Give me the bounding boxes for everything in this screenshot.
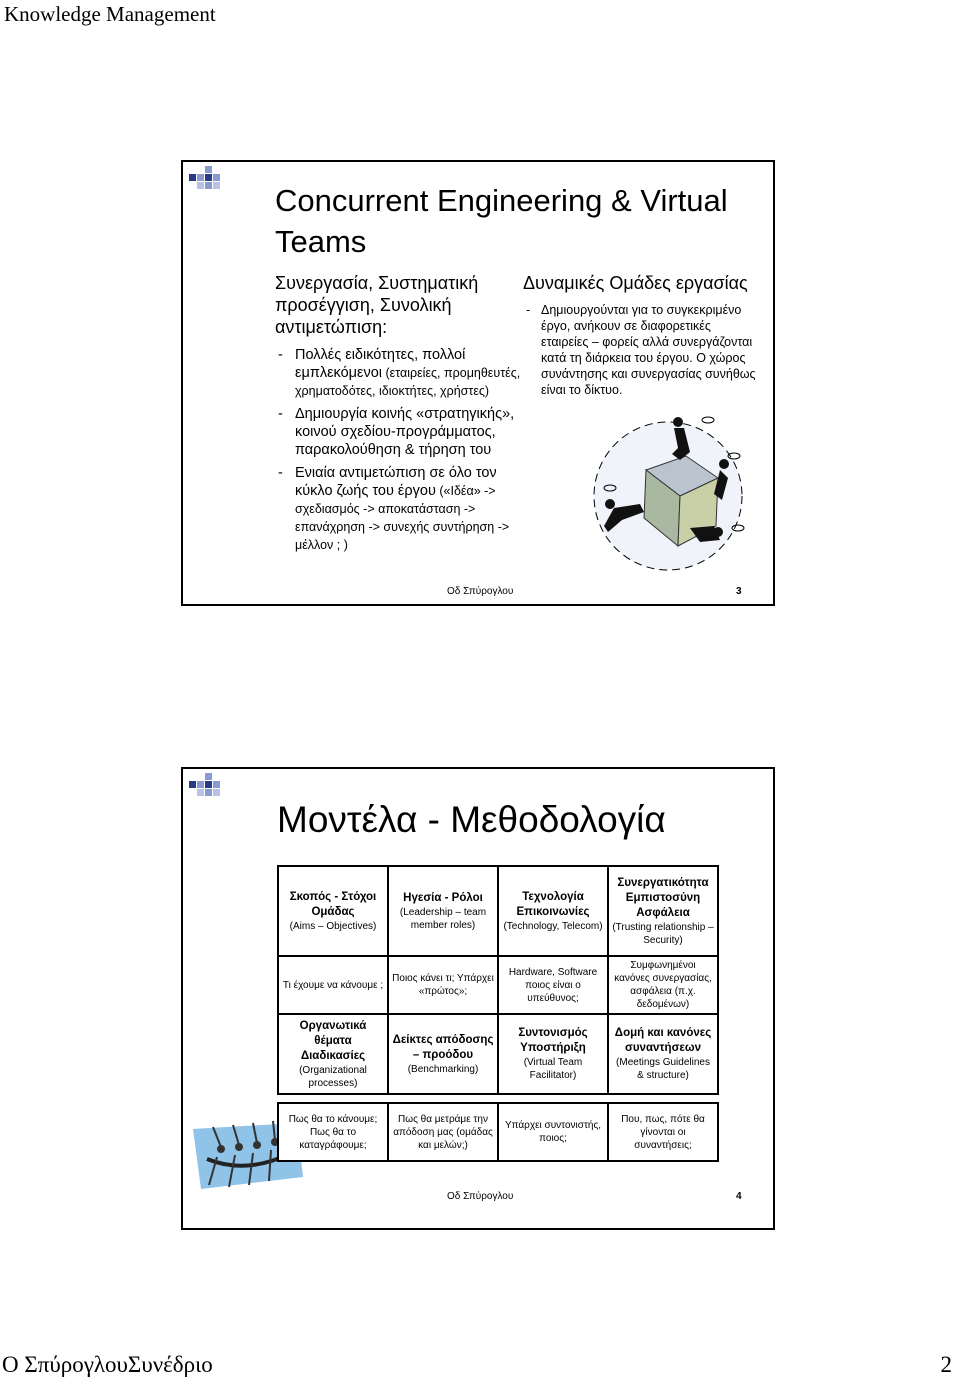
table-cell: Πως θα μετράμε την απόδοση μας (ομάδας και μελών;) xyxy=(388,1103,498,1161)
table-cell: Υπάρχει συντονιστής, ποιος; xyxy=(498,1103,608,1161)
slide-title: Concurrent Engineering & Virtual Teams xyxy=(275,183,728,259)
table-cell: Δομή και κανόνες συναντήσεων (Meetings Guidelines & structure) xyxy=(608,1014,718,1094)
table-cell: Συντονισμός Υποστήριξη (Virtual Team Facilitator) xyxy=(498,1014,608,1094)
methodology-table xyxy=(277,865,719,1095)
table-cell: Σκοπός - Στόχοι Ομάδας (Aims – Objectives) xyxy=(278,866,388,956)
table-cell: Ηγεσία - Ρόλοι (Leadership – team member roles) xyxy=(388,866,498,956)
slide-author: Οδ Σπύρογλου xyxy=(447,1191,514,1202)
slide-title: Μοντέλα - Μεθοδολογία xyxy=(277,799,666,840)
slide-3 xyxy=(181,160,775,606)
table-cell: Δείκτες απόδοσης – προόδου (Benchmarking) xyxy=(388,1014,498,1094)
page-footer-left: Ο ΣπύρογλουΣυνέδριο xyxy=(2,1352,213,1377)
questions-row xyxy=(277,1102,719,1162)
bullet-item: - Πολλές ειδικότητες, πολλοί εμπλεκόμενοι (εταιρείες, προμηθευτές, χρηματοδότες, ιδιοκτήτες, χρήστες) xyxy=(275,346,537,400)
table-cell: Πως θα το κάνουμε; Πως θα το καταγράφουμε; xyxy=(278,1103,388,1161)
right-column xyxy=(523,272,759,406)
slide-number: 3 xyxy=(736,586,742,597)
table-cell: Τεχνολογία Επικοινωνίες (Technology, Telecom) xyxy=(498,866,608,956)
left-bullets xyxy=(275,346,537,554)
left-column xyxy=(275,272,537,559)
table-cell: Ποιος κάνει τι; Υπάρχει «πρώτος»; xyxy=(388,956,498,1014)
table-cell: Τι έχουμε να κάνουμε ; xyxy=(278,956,388,1014)
table-cell: Οργανωτικά θέματα Διαδικασίες (Organizational processes) xyxy=(278,1014,388,1094)
right-heading: Δυναμικές Ομάδες εργασίας xyxy=(523,273,748,293)
left-heading: Συνεργασία, Συστηματική προσέγγιση, Συνολική αντιμετώπιση: xyxy=(275,273,479,337)
table-cell: Hardware, Software ποιος είναι ο υπεύθυνος; xyxy=(498,956,608,1014)
bullet-item: - Ενιαία αντιμετώπιση σε όλο τον κύκλο ζωής του έργου («Ιδέα» -> σχεδιασμός -> αποκατάσταση -> επανάχρηση -> συνεχής συντήρηση -> μέλλον ; ) xyxy=(275,464,537,554)
slide-author: Οδ Σπύρογλου xyxy=(447,586,514,597)
bullet-item: - Δημιουργία κοινής «στρατηγικής», κοινού σχεδίου-προγράμματος, παρακολούθηση & τήρηση του xyxy=(275,405,537,459)
slide-number: 4 xyxy=(736,1191,742,1202)
page-header: Knowledge Management xyxy=(4,2,216,26)
team-cube-illustration xyxy=(588,408,748,578)
slide-4 xyxy=(181,767,775,1230)
table-cell: Που, πως, πότε θα γίνονται οι συναντήσεις; xyxy=(608,1103,718,1161)
page-number: 2 xyxy=(940,1352,952,1377)
right-bullets xyxy=(523,302,759,406)
table-cell: Συνεργατικότητα Εμπιστοσύνη Ασφάλεια (Trusting relationship – Security) xyxy=(608,866,718,956)
table-cell: Συμφωνημένοι κανόνες συνεργασίας, ασφάλεια (π.χ. δεδομένων) xyxy=(608,956,718,1014)
bullet-item: - Δημιουργούνται για το συγκεκριμένο έργο, ανήκουν σε διαφορετικές εταιρείες – φορείς αλλά συνεργάζονται κατά τη διάρκεια του έργου. Ο χώρος συνάντησης και συνεργασίας συνήθως είναι το δίκτυο. xyxy=(523,302,759,406)
